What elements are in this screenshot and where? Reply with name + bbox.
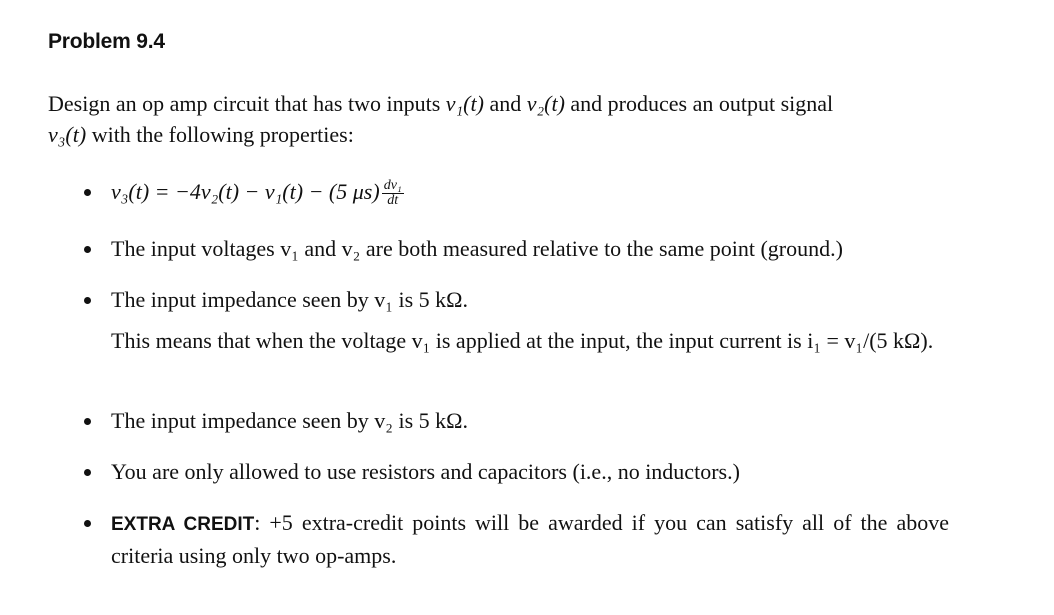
list-item-text: The input impedance seen by v₁ is 5 kΩ. bbox=[111, 287, 468, 312]
extra-credit-label: EXTRA CREDIT bbox=[111, 514, 255, 535]
intro-text-line2: with the following properties: bbox=[86, 122, 354, 147]
extra-credit-text: : +5 extra-credit points will be awarded if you can satisfy all of the above criteria using only two op-amps. bbox=[111, 510, 949, 568]
list-item-text: You are only allowed to use resistors and capacitors (i.e., no inductors.) bbox=[111, 459, 740, 484]
bullet-icon bbox=[84, 520, 91, 527]
intro-text-and: and bbox=[483, 91, 527, 116]
fraction-numerator: dv₁ bbox=[383, 178, 402, 194]
intro-paragraph bbox=[48, 88, 958, 150]
equation-lhs: v₃(t) = −4v₂(t) − v₁(t) − (5 μs) bbox=[111, 179, 380, 204]
problem-title: Problem 9.4 bbox=[48, 30, 165, 53]
list-item-content bbox=[111, 507, 949, 571]
list-item-text: The input voltages v₁ and v₂ are both measured relative to the same point (ground.) bbox=[111, 236, 843, 261]
intro-text-after: and produces an output signal bbox=[564, 91, 834, 116]
fraction-denominator: dt bbox=[387, 193, 399, 209]
bullet-icon bbox=[84, 297, 91, 304]
intro-text-before: Design an op amp circuit that has two inputs bbox=[48, 91, 446, 116]
list-item-content bbox=[111, 284, 949, 356]
list-item-text: The input impedance seen by v₂ is 5 kΩ. bbox=[111, 408, 468, 433]
impedance-explanation: This means that when the voltage v₁ is applied at the input, the input current is i₁ = v₁/(5 kΩ). bbox=[111, 328, 934, 353]
intro-v1: v₁(t) bbox=[445, 91, 484, 116]
equation bbox=[111, 176, 949, 208]
intro-v2: v₂(t) bbox=[526, 91, 565, 116]
intro-v3: v₃(t) bbox=[48, 122, 87, 147]
bullet-icon bbox=[84, 469, 91, 476]
bullet-icon bbox=[84, 246, 91, 253]
bullet-icon bbox=[84, 418, 91, 425]
bullet-icon bbox=[84, 189, 91, 196]
derivative-fraction bbox=[382, 179, 404, 208]
